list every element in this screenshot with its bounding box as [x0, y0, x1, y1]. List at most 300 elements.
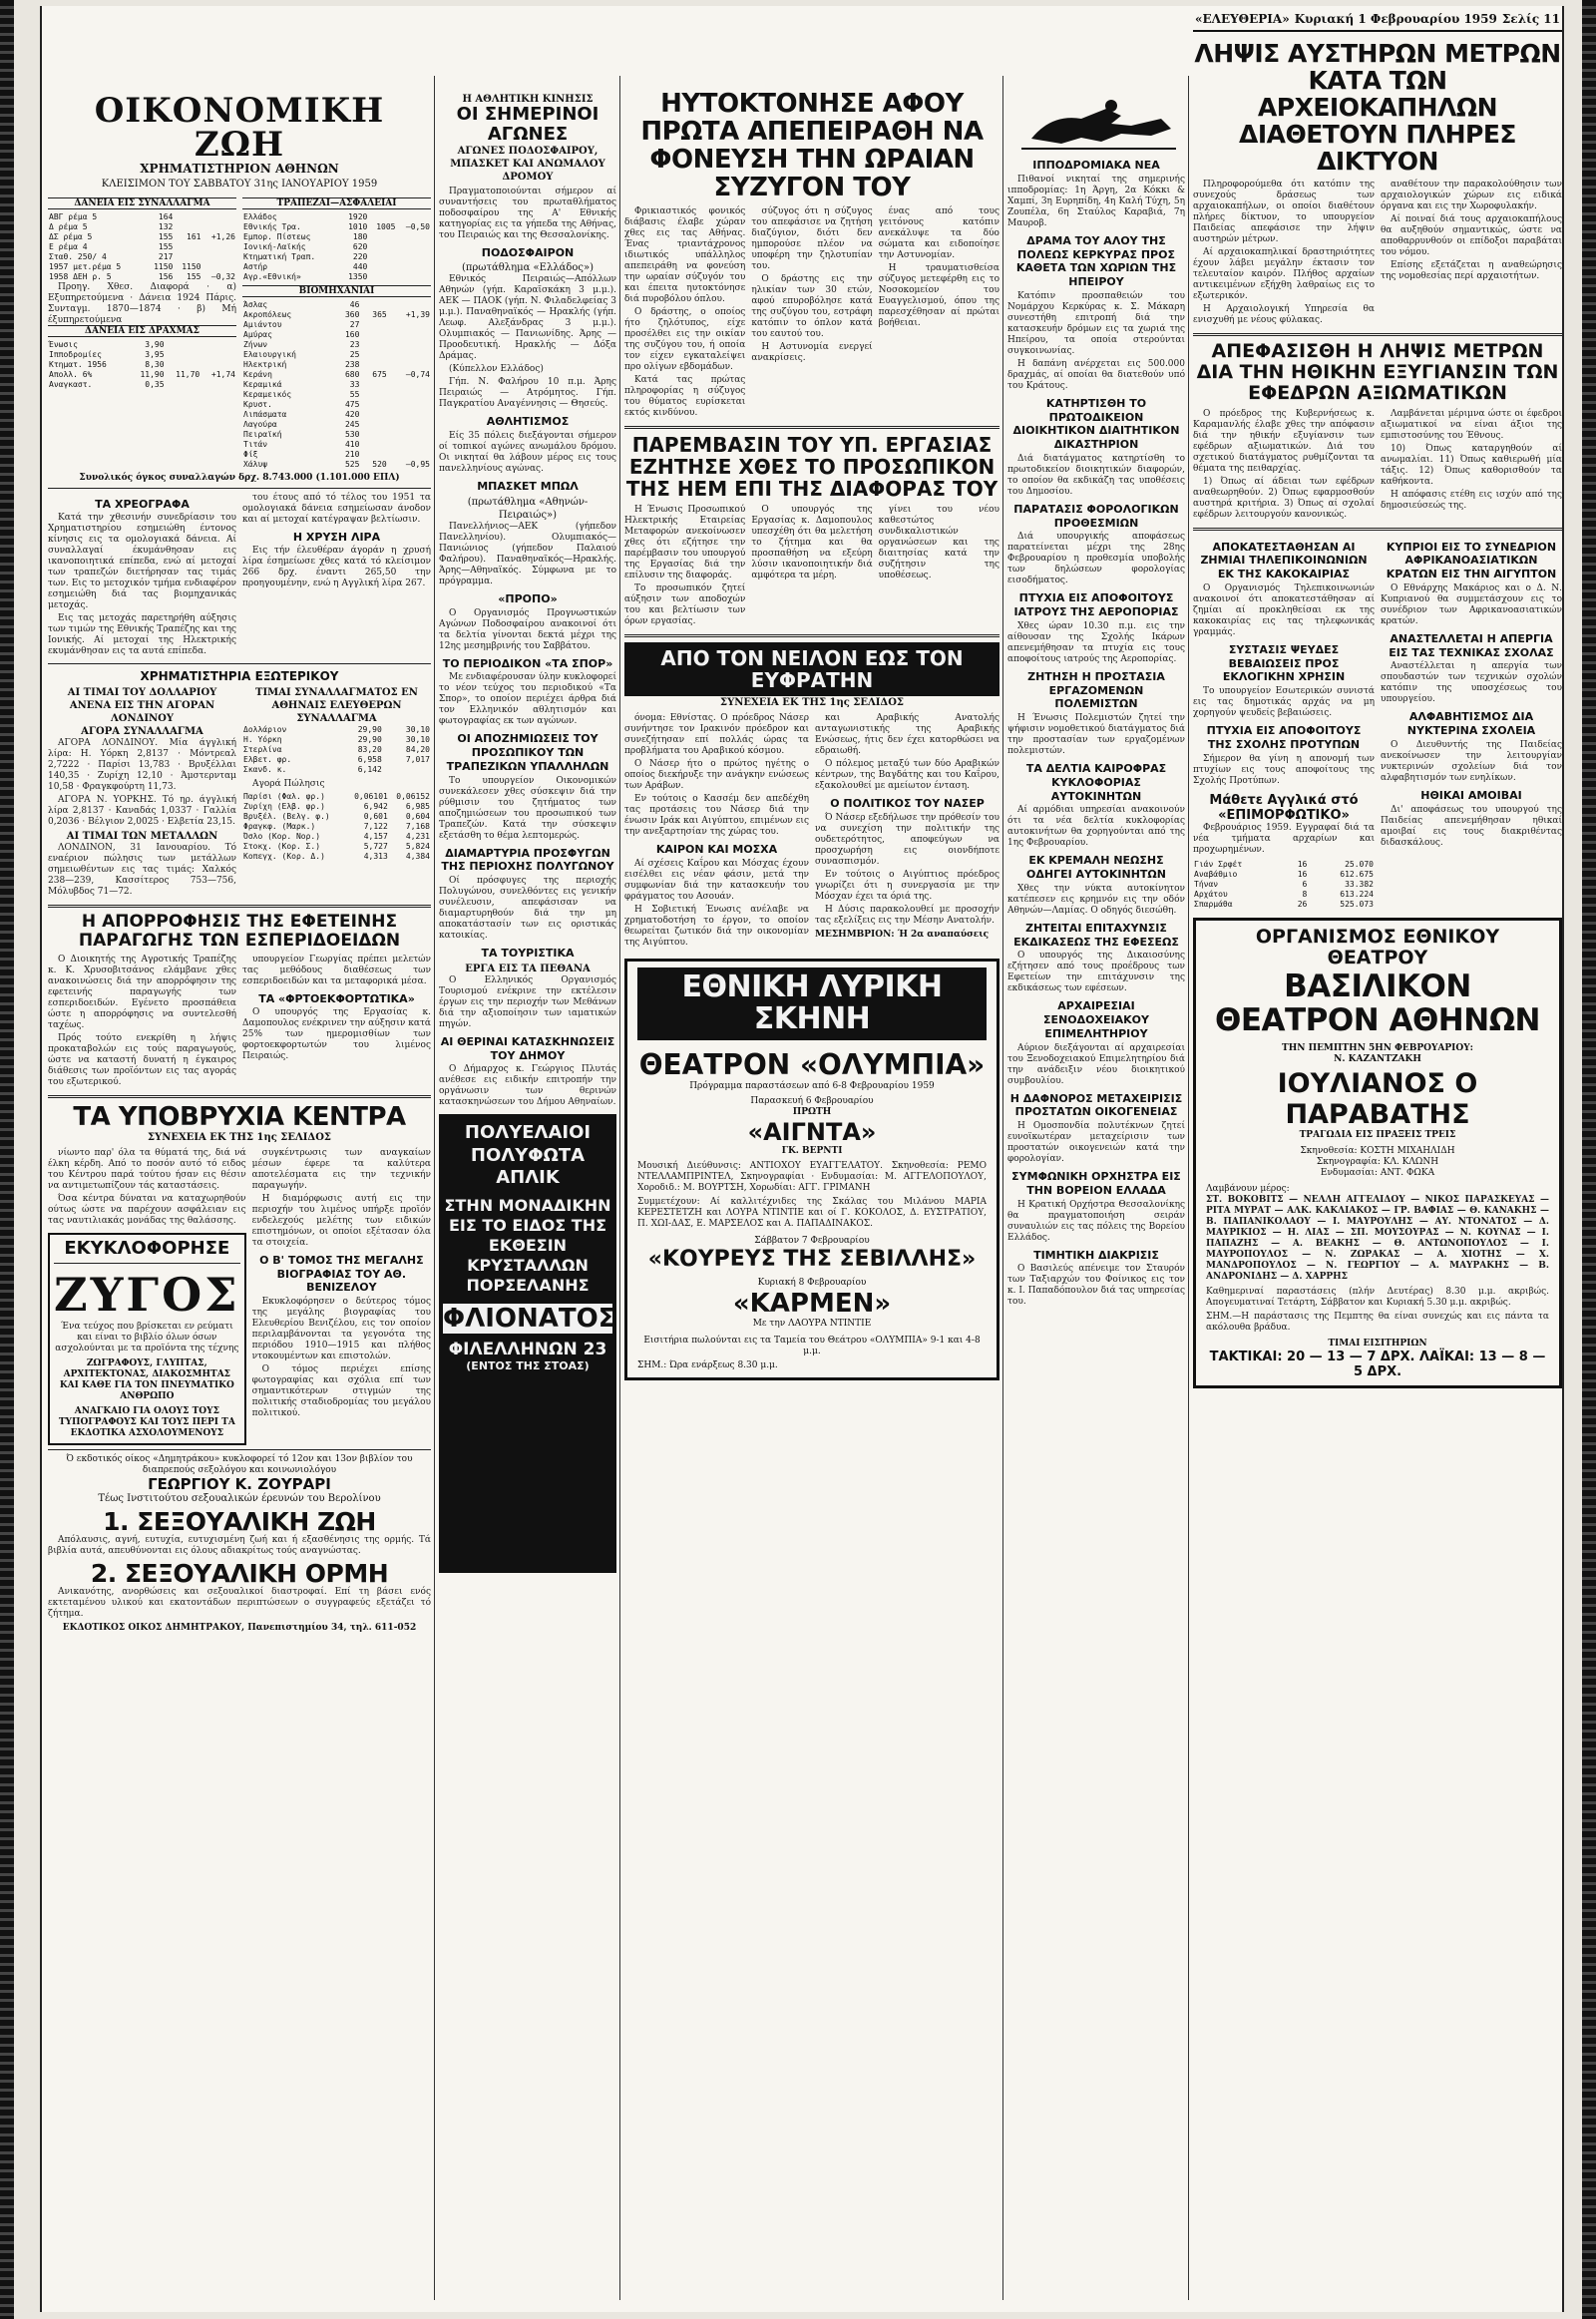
lead-title: ΗΥΤΟΚΤΟΝΗΣΕ ΑΦΟΥ ΠΡΩΤΑ ΑΠΕΠΕΙΡΑΘΗ ΝΑ ΦΟΝΕΥΣΗ ΤΗΝ ΩΡΑΙΑΝ ΣΥΖΥΓΟΝ ΤΟΥ — [640, 89, 984, 203]
table-cell: Φίξ — [243, 449, 258, 459]
table-row — [48, 360, 236, 370]
table-cell: Απολλ. 6% — [49, 369, 93, 379]
banks-header: ΤΡΑΠΕΖΑΙ—ΑΣΦΑΛΕΙΑΙ — [242, 197, 431, 209]
table-row — [242, 765, 431, 775]
table-cell: 16 — [1297, 859, 1308, 869]
table-cell: 4,231 — [405, 832, 430, 842]
opera-saturday: Σάββατον 7 Φεβρουαρίου — [754, 1235, 870, 1246]
table-cell: Πειραϊκή — [243, 429, 282, 439]
economy-title: ΟΙΚΟΝΟΜΙΚΗ ΖΩΗ — [94, 91, 385, 165]
table-cell: 1958 ΔΕΗ ρ. 5 — [49, 271, 112, 281]
table-row — [48, 222, 236, 232]
table-cell: Ηλεκτρική — [243, 359, 287, 369]
athletics-sub: ΑΓΩΝΕΣ ΠΟΔΟΣΦΑΙΡΟΥ, ΜΠΑΣΚΕΤ ΚΑΙ ΑΝΩΜΑΛΟΥ ΔΡΟΜΟΥ — [450, 145, 605, 183]
table-cell — [396, 272, 431, 282]
theatre-title: ΒΑΣΙΛΙΚΟΝ ΘΕΑΤΡΟΝ ΑΘΗΝΩΝ — [1214, 968, 1540, 1038]
table-cell: 475 — [344, 399, 360, 409]
table-cell: Παρίσι (Φαλ. φρ.) — [243, 792, 325, 802]
page-number: Σελίς 11 — [1501, 12, 1560, 26]
table-cell: Σκανδ. κ. — [243, 765, 287, 775]
table-cell — [388, 350, 431, 360]
arch-title: ΑΡΧΑΙΡΕΣΙΑΙ ΣΕΝΟΔΟΧΕΙΑΚΟΥ ΕΠΙΜΕΛΗΤΗΡΙΟΥ — [1043, 999, 1149, 1040]
opera-note: ΣΗΜ.: Ώρα ενάρξεως 8.30 μ.μ. — [637, 1359, 778, 1370]
table-cell: Τήναν — [1194, 879, 1219, 889]
table-row — [242, 380, 431, 390]
submarine-cont: ΣΥΝΕΧΕΙΑ ΕΚ ΤΗΣ 1ης ΣΕΛΙΔΟΣ — [148, 1131, 331, 1143]
table-cell: Ζυρίχη (Ελβ. φρ.) — [243, 802, 325, 812]
table-cell — [166, 350, 201, 360]
theatre-schedule: Καθημεριναί παραστάσεις (πλήν Δευτέρας) 8.30 μ.μ. ακριβώς. Απογευματιναί Τετάρτη, Σάββατον και Κυριακή 5.30 μ.μ. ακριβώς. — [1206, 1287, 1549, 1309]
scan-border-left — [0, 0, 14, 2319]
table-cell — [388, 340, 431, 350]
table-cell: Λαγούρα — [243, 419, 277, 429]
zygos-items: ΖΩΓΡΑΦΟΥΣ, ΓΛΥΠΤΑΣ, ΑΡΧΙΤΕΚΤΟΝΑΣ, ΔΙΑΚΟΣΜΗΤΑΣ ΚΑΙ ΚΑΘΕ ΓΙΑ ΤΟΝ ΠΝΕΥΜΑΤΙΚΟ ΑΝΘΡΩΠΟ — [59, 1357, 234, 1401]
table-cell: 27 — [349, 319, 360, 329]
cyprus-title: ΚΥΠΡΙΟΙ ΕΙΣ ΤΟ ΣΥΝΕΔΡΙΟΝ ΑΦΡΙΚΑΝΟΑΣΙΑΤΙΚΩΝ ΚΡΑΤΩΝ ΕΙΣ ΤΗΝ ΑΙΓΥΠΤΟΝ — [1386, 540, 1557, 581]
table-cell: 220 — [352, 251, 368, 261]
table-cell: Λιπάσματα — [243, 409, 287, 419]
tourist-title: ΤΑ ΤΟΥΡΙΣΤΙΚΑ — [481, 947, 575, 961]
table-cell — [388, 390, 431, 400]
porcelain-line: ΑΠΛΙΚ — [496, 1167, 560, 1189]
table-row — [48, 252, 236, 262]
table-cell: Αναγκαστ. — [49, 379, 93, 389]
table-row — [1193, 860, 1375, 870]
table-cell: 0,06101 — [354, 792, 388, 802]
national-theatre-ad — [1193, 918, 1562, 1389]
table-cell: Ελαιουργική — [243, 349, 296, 359]
table-cell: Ιπποδρομίες — [49, 349, 102, 359]
table-row — [242, 300, 431, 310]
table-row — [242, 725, 431, 735]
opera-tickets: Εισιτήρια πωλούνται εις τα Ταμεία του Θεάτρου «ΟΛΥΜΠΙΑ» 9-1 και 4-8 μ.μ. — [643, 1335, 981, 1356]
table-cell: —0,95 — [405, 459, 430, 469]
table-row — [242, 735, 431, 745]
table-row — [1193, 880, 1375, 890]
table-cell: 530 — [344, 429, 360, 439]
table-cell — [360, 300, 387, 310]
table-cell: 238 — [344, 359, 360, 369]
metals-label: ΑΙ ΤΙΜΑΙ ΤΩΝ ΜΕΤΑΛΛΩΝ — [66, 831, 218, 843]
fx-table-2 — [242, 792, 431, 862]
table-row — [242, 390, 431, 400]
table-cell — [388, 320, 431, 330]
theatre-show: ΙΟΥΛΙΑΝΟΣ Ο ΠΑΡΑΒΑΤΗΣ — [1277, 1068, 1478, 1131]
table-cell: 5,824 — [405, 842, 430, 852]
table-cell: Χάλυψ — [243, 459, 268, 469]
book-2: 2. ΣΕΞΟΥΑΛΙΚΗ ΟΡΜΗ — [90, 1559, 389, 1589]
theatre-actors-label: Λαμβάνουν μέρος: — [1206, 1184, 1290, 1195]
table-row — [48, 242, 236, 252]
table-cell: 612.675 — [1340, 869, 1374, 879]
table-row — [48, 380, 236, 390]
table-cell: 525.073 — [1340, 899, 1374, 909]
propo-title: «ΠΡΟΠΟ» — [498, 591, 558, 605]
table-cell: 675 — [372, 369, 387, 379]
table-cell: Σπαρμάθα — [1194, 899, 1233, 909]
table-row — [242, 420, 431, 430]
table-cell: Κτηματ. 1956 — [49, 359, 107, 369]
table-cell — [360, 350, 387, 360]
porcelain-body-line: ΕΚΘΕΣΙΝ — [488, 1235, 568, 1255]
table-cell: Δ ρέμα 5 — [49, 221, 88, 231]
table-cell: Δολλάριον — [243, 725, 287, 735]
table-row — [242, 360, 431, 370]
table-cell — [200, 360, 236, 370]
athletics-title: ΟΙ ΣΗΜΕΡΙΝΟΙ ΑΓΩΝΕΣ — [456, 104, 599, 145]
table-cell: 7,122 — [363, 822, 388, 832]
opera-premiere: ΠΡΩΤΗ — [792, 1106, 832, 1117]
porcelain-address-2: (ΕΝΤΟΣ ΤΗΣ ΣΤΟΑΣ) — [466, 1358, 590, 1372]
table-cell: 7,168 — [405, 822, 430, 832]
drachma-header: ΔΑΝΕΙΑ ΕΙΣ ΔΡΑΧΜΑΣ — [48, 325, 236, 337]
table-cell: Ακροπόλεως — [243, 309, 292, 319]
orchestra-title: ΣΥΜΦΩΝΙΚΗ ΟΡΧΗΣΤΡΑ ΕΙΣ ΤΗΝ ΒΟΡΕΙΟΝ ΕΛΛΑΔΑ — [1011, 1170, 1181, 1197]
horse-racing-icon — [1011, 94, 1181, 154]
table-cell — [360, 410, 387, 420]
table-row — [242, 410, 431, 420]
basket-title: ΜΠΑΣΚΕΤ ΜΠΩΛ — [477, 480, 579, 494]
tax-title: ΠΑΡΑΤΑΣΙΣ ΦΟΡΟΛΟΓΙΚΩΝ ΠΡΟΘΕΣΜΙΩΝ — [1013, 502, 1179, 530]
table-cell — [200, 340, 236, 350]
table-cell — [368, 272, 396, 282]
porcelain-body-line: ΣΤΗΝ ΜΟΝΑΔΙΚΗΝ — [444, 1195, 611, 1215]
scan-border-right — [1582, 0, 1596, 2319]
table-cell: 161 — [187, 231, 201, 241]
table-cell: Ένωσις — [49, 339, 78, 349]
table-cell — [174, 222, 201, 232]
table-row — [48, 350, 236, 360]
loans-table — [48, 212, 236, 282]
foreign-sub-2: ΤΙΜΑΙ ΣΥΝΑΛΛΑΓΜΑΤΟΣ ΕΝ ΑΘΗΝΑΙΣ ΕΛΕΥΘΕΡΩΝ ΣΥΝΑΛΛΑΓΜΑ — [255, 687, 418, 725]
book-1: 1. ΣΕΞΟΥΑΛΙΚΗ ΖΩΗ — [103, 1507, 376, 1537]
table-cell: Ελβετ. φρ. — [243, 755, 292, 765]
table-cell — [360, 330, 387, 340]
gold-text: Εις τήν έλευθέραν άγοράν η χρυσή λίρα έσημείωσε χθες κατά τό κλείσιμον 266 δρχ. έναντι 265,50 την προηγουμένην, ενώ η Αγγλική λίρα 267. — [242, 546, 431, 589]
quotes-title: ΤΑ ΧΡΕΟΓΡΑΦΑ — [95, 497, 190, 511]
table-cell: 440 — [352, 261, 368, 271]
table-cell — [360, 340, 387, 350]
honor-title: ΤΙΜΗΤΙΚΗ ΔΙΑΚΡΙΣΙΣ — [1033, 1248, 1159, 1262]
racing-title: ΙΠΠΟΔΡΟΜΙΑΚΑ ΝΕΑ — [1032, 159, 1160, 172]
table-row — [242, 370, 431, 380]
page-date: Κυριακή 1 Φεβρουαρίου 1959 — [1294, 12, 1497, 26]
table-row — [48, 272, 236, 282]
table-cell — [388, 440, 431, 450]
phone-title: ΑΠΟΚΑΤΕΣΤΑΘΗΣΑΝ ΑΙ ΖΗΜΙΑΙ ΤΗΛΕΠΙΚΟΙΝΩΝΙΩΝ ΕΚ ΤΗΣ ΚΑΚΟΚΑΙΡΙΑΣ — [1200, 540, 1368, 581]
table-cell — [200, 380, 236, 390]
table-cell: 410 — [344, 439, 360, 449]
table-cell: 4,157 — [363, 832, 388, 842]
table-cell — [360, 390, 387, 400]
fx-table — [242, 725, 431, 775]
table-cell — [388, 300, 431, 310]
table-row — [242, 262, 431, 272]
opera-sunday: Κυριακή 8 Φεβρουαρίου — [757, 1277, 867, 1288]
table-cell — [368, 232, 396, 242]
table-row — [242, 242, 431, 252]
book-author-sub: Τέως Ινστιτούτου σεξουαλικών έρευνών του Βερολίνου — [98, 1493, 381, 1505]
table-cell: Αναβάθμιο — [1194, 869, 1238, 879]
theatre-sim: ΣΗΜ.—Η παράστασις της Πεμπτης θα είναι συνεχώς και εις πάντα τα ακόλουθα βράδυα. — [1206, 1312, 1549, 1334]
table-cell — [396, 232, 431, 242]
opera-ad — [624, 959, 999, 1380]
table-cell: 33 — [349, 379, 360, 389]
fees-title: ΖΗΤΕΙΤΑΙ ΕΠΙΤΑΧΥΝΣΙΣ ΕΚΔΙΚΑΣΕΩΣ ΤΗΣ ΕΦΕΣΕΩΣ — [1013, 921, 1179, 949]
table-cell — [388, 360, 431, 370]
table-cell: 0,06152 — [396, 792, 430, 802]
economy-column: ΟΙΚΟΝΟΜΙΚΗ ΖΩΗ ΧΡΗΜΑΤΙΣΤΗΡΙΟΝ ΑΘΗΝΩΝ ΚΛΕΙΣΙΜΟΝ ΤΟΥ ΣΑΒΒΑΤΟΥ 31ης ΙΑΝΟΥΑΡΙΟΥ 1959 ΔΑΝΕΙΑ ΕΙΣ ΣΥΝΑΛΛΑΓΜΑ ΑΒΓ ρέμα 5 164 Δ ρέμα 5 132 ΔΣ ρέμα 5 155 161 +1,26 Ε ρέμα 4 155 Σταθ. 250/ 4 217 1957 μετ.ρέμα 5 1150 1150 1958 ΔΕΗ ρ. 5 156 155 —0,32 Προηγ. Χθεσ. Διαφορά · α) Εξυπηρετούμενα · Δάνεια 1924 Πάρις. Συνταγμ. 1870—1874 · β) Μή έξυπηρετούμενα ΔΑΝΕΙΑ ΕΙΣ ΔΡΑΧΜΑΣ Ένωσις 3,90 Ιπποδρομίες 3,95 Κτηματ. 1956 8,30 Απολλ. 6% 11,90 11,70 +1,74 Αναγκαστ. 0,35 ΤΡΑΠΕΖΑΙ—ΑΣΦΑΛΕΙΑΙ Ελλάδος 1920 Εθνικής Τρα. 1010 1005 —0,50 Εμπορ. Πίστεως 180 Ιονική-Λαϊκής 620 Κτηματική Τραπ. 220 Αστήρ 440 Αγρ.«Εθνική» 1350 ΒΙΟΜΗΧΑΝΙΑΙ Άσλας 46 Ακροπόλεως 360 365 +1,39 Αμιάντου 27 Αμύρας 160 Ζήνων 23 Ελαιουργική 25 Ηλεκτρική 238 Κεράνη 680 675 —0,74 Κεραμικά 33 Κεραμεικός 55 Κρυστ. 475 Λιπάσματα 420 Λαγούρα 245 Πειραϊκή 530 Τιτάν 410 Φίξ 210 Χάλυψ 525 520 —0,95 Συνολικός όγκος συναλλαγών δρχ. 8.743.000 (1.101.000 ΕΠΛ) ΤΑ ΧΡΕΟΓΡΑΦΑ Κατά την χθεσινήν συνεδρίασιν του Χρηματιστηρίου εσημειώθη έντονος κίνησις εις τα ομολογιακά δάνεια. Αί συναλλαγαί έκυμάνθησαν εις ικανοποιητικά επίπεδα, ενώ αί μετοχαί των τραπεζών διετήρησαν τας τιμάς των. Εις το μετοχικόν τμήμα ενδιαφέρον εσημειώθη διά τας βιομηχανικάς μετοχάς. Εις τας μετοχάς παρετηρήθη αύξησις των τιμών της Εθνικής Τραπέζης και της Ιονικής. Αί μετοχαί της Ηλεκτρικής εκυμάνθησαν εις τα αυτά επίπεδα. του έτους από τό τέλος του 1951 τα ομολογιακά δάνεια εσημείωσαν άνοδον και αί μετοχαί κατέγραψαν βελτίωσιν. Η ΧΡΥΣΗ ΛΙΡΑ Εις τήν έλευθέραν άγοράν η χρυσή λίρα έσημείωσε χθες κατά τό κλείσιμον 266 δρχ. έναντι 265,50 την προηγουμένην, ενώ η Αγγλική λίρα 267. ΧΡΗΜΑΤΙΣΤΗΡΙΑ ΕΞΩΤΕΡΙΚΟΥ ΑΙ ΤΙΜΑΙ ΤΟΥ ΔΟΛΛΑΡΙΟΥ ΑΝΕΝΑ ΕΙΣ ΤΗΝ ΑΓΟΡΑΝ ΛΟΝΔΙΝΟΥ ΑΓΟΡΑ ΣΥΝΑΛΛΑΓΜΑ ΑΓΟΡΑ ΛΟΝΔΙΝΟΥ. Μία άγγλική λίρα: Η. Υόρκη 2,8137 · Μόντρεαλ 2,7222 · Παρίσι 13,783 · Βρυξέλλαι 140,35 · Ζυρίχη 12,10 · Άμστερνταμ 10,58 · Φραγκφούρτη 11,73. ΑΓΟΡΑ Ν. ΥΟΡΚΗΣ. Τό ηρ. άγγλική λίρα 2,8137 · Καναδάς 1,0337 · Γαλλία 0,2036 · Βέλγιον 2,0025 · Ελβετία 23,15. ΑΙ ΤΙΜΑΙ ΤΩΝ ΜΕΤΑΛΛΩΝ ΛΟΝΔΙΝΟΝ, 31 Ιανουαρίου. Τό εναέριον πώλησις των μετάλλων σημειωθέντων εις τας τιμάς: Χαλκός 238—239, Κασσίτερος 753—756, Μόλυβδος 71—72. ΤΙΜΑΙ ΣΥΝΑΛΛΑΓΜΑΤΟΣ ΕΝ ΑΘΗΝΑΙΣ ΕΛΕΥΘΕΡΩΝ ΣΥΝΑΛΛΑΓΜΑ Δολλάριον 29,90 30,10 Η. Υόρκη 29,90 30,10 Στερλίνα 83,20 84,20 Ελβετ. φρ. 6,958 7,017 Σκανδ. κ. 6,142 Αγορά Πώλησις Παρίσι (Φαλ. φρ.) 0,06101 0,06152 Ζυρίχη (Ελβ. φρ.) 6,942 6,985 Βρυξέλ. (Βελγ. φ.) 0,601 0,604 Φραγκφ. (Μαρκ.) 7,122 7,168 Όσλο (Κορ. Νορ.) 4,157 4,231 Στοκχ. (Κορ. Σ.) 5,727 5,824 Κοπεγχ. (Κορ. Δ.) 4,313 4,384 Η ΑΠΟΡΡΟΦΗΣΙΣ ΤΗΣ ΕΦΕΤΕΙΝΗΣ ΠΑΡΑΓΩΓΗΣ ΤΩΝ ΕΣΠΕΡΙΔΟΕΙΔΩΝ Ο Διοικητής της Αγροτικής Τραπέζης κ. Κ. Χρυσοβιτσάνος ελάμβανε χθες ανακοινώσεις διά την απορρόφησιν της εφετεινής παραγωγής των εσπεριδοειδών. Εγένετο προσπάθεια ώστε η απορρόφησις να συντελεσθή ταχέως. Πρός τούτο ενεκρίθη η λήψις προκαταβολών εις τούς παραγωγούς, ώστε να καταστή δυνατή η έγκαιρος διάθεσις των προϊόντων εις τας αγοράς του εξωτερικού. υπουργείον Γεωργίας πρέπει μελετών τας μεθόδους διαθέσεως των εσπεριδοειδών και τα μεταφορικά μέσα. ΤΑ «ΦΡΤΟΕΚΦΟΡΤΩΤΙΚΑ» Ο υπουργός της Εργασίας κ. Δαμοπουλος ενέκρινεν την αύξησιν κατά 25% των ημερομισθίων των φορτοεκφορτωτών του λιμένος Πειραιώς. ΤΑ ΥΠΟΒΡΥΧΙΑ ΚΕΝΤΡΑ ΣΥΝΕΧΕΙΑ ΕΚ ΤΗΣ 1ης ΣΕΛΙΔΟΣ νίωντο παρ' όλα τα θύματά της, διά νά έλκη κέρδη. Από το ποσόν αυτό τό ειδος του Κέντρου παρά τούτου ήσαν εις θέσιν να αντιμετωπίζουν τάς καταστάσεις. Όσα κέντρα δύναται να καταχωρηθούν ούτως ώστε να παρέχουν ασφάλειαν εις τας ναυτιλιακάς μονάδας της θαλάσσης. ΕΚΥΚΛΟΦΟΡΗΣΕ ΖΥΓΟΣ Ένα τεύχος που βρίσκεται εν ρεύματι και είναι το βιβλίο όλων όσων ασχολούνται με τα προϊόντα της τέχνης ΖΩΓΡΑΦΟΥΣ, ΓΛΥΠΤΑΣ, ΑΡΧΙΤΕΚΤΟΝΑΣ, ΔΙΑΚΟΣΜΗΤΑΣ ΚΑΙ ΚΑΘΕ ΓΙΑ ΤΟΝ ΠΝΕΥΜΑΤΙΚΟ ΑΝΘΡΩΠΟ ΑΝΑΓΚΑΙΟ ΓΙΑ ΟΛΟΥΣ ΤΟΥΣ ΤΥΠΟΓΡΑΦΟΥΣ ΚΑΙ ΤΟΥΣ ΠΕΡΙ ΤΑ ΕΚΔΟΤΙΚΑ ΑΣΧΟΛΟΥΜΕΝΟΥΣ συγκέντρωσις των αναγκαίων μέσων έφερε τα καλύτερα αποτελέσματα εις την τεχνικήν παραγωγήν. Η διαμόρφωσις αυτή εις την περιοχήν του λιμένος υπήρξε προϊόν ενδελεχούς μελέτης των ειδικών επιστημόνων, οι οποίοι εξέτασαν όλα τα στοιχεία. Ο Β' ΤΟΜΟΣ ΤΗΣ ΜΕΓΑΛΗΣ ΒΙΟΓΡΑΦΙΑΣ ΤΟΥ ΑΘ. ΒΕΝΙΖΕΛΟΥ Εκυκλοφόρησεν ο δεύτερος τόμος της μεγάλης βιογραφίας του Ελευθερίου Βενιζέλου, εις τον οποίον περιλαμβάνονται τα γεγονότα της περιόδου 1910—1915 και πλήθος ντοκουμέντων και επιστολών. Ο τόμος περιέχει επίσης φωτογραφίας και σχόλια επί των σημαντικότερων στιγμών της πολιτικής σταδιοδρομίας του μεγάλου πολιτικού. Ό εκδοτικός οίκος «Δημητράκου» κυκλοφορεί τό 12ον και 13ον βιβλίον του διαπρεπούς σεξολόγου και κοινωνιολόγου ΓΕΩΡΓΙΟΥ Κ. ΖΟΥΡΑΡΙ Τέως Ινστιτούτου σεξουαλικών έρευνών του Βερολίνου 1. ΣΕΞΟΥΑΛΙΚΗ ΖΩΗ Απόλαυσις, αγνή, ευτυχία, ευτυχισμένη ζωή και ή εξασθένησις της ορμής. Τά βιβλία αυτά, απευθύνονται εις όλους αδιακρίτως τούς αναγνώστας. 2. ΣΕΞΟΥΑΛΙΚΗ ΟΡΜΗ Ανικανότης, ανορθώσεις και σεξουαλικοί διαστροφαί. Επί τη βάσει ενός εκτεταμένου υλικού και εκατοντάδων περιπτώσεων ο συγγραφεύς εξετάζει τό ζήτημα. ΕΚΔΟΤΙΚΟΣ ΟΙΚΟΣ ΔΗΜΗΤΡΑΚΟΥ, Πανεπιστημίου 34, τηλ. 611-052 — [48, 91, 431, 1634]
paper-name: «ΕΛΕΥΘΕΡΙΑ» — [1195, 12, 1290, 26]
table-cell — [201, 242, 236, 252]
football-title: ΠΟΔΟΣΦΑΙΡΟΝ — [481, 245, 575, 259]
table-cell: 23 — [349, 339, 360, 349]
table-cell: 613.224 — [1340, 889, 1374, 899]
table-cell: 83,20 — [357, 745, 382, 755]
banks-table — [242, 212, 431, 282]
porcelain-line: ΠΟΛΥΦΩΤΑ — [470, 1144, 586, 1166]
table-cell — [388, 450, 431, 460]
theatre-author: Ν. ΚΑΖΑΝΤΖΑΚΗ — [1334, 1054, 1421, 1065]
cairo-title: ΚΑΙΡΟΝ ΚΑΙ ΜΟΣΧΑ — [655, 843, 778, 857]
officers-title: ΑΠΕΦΑΣΙΣΘΗ Η ΛΗΨΙΣ ΜΕΤΡΩΝ ΔΙΑ ΤΗΝ ΗΘΙΚΗΝ ΕΞΥΓΙΑΝΣΙΝ ΤΩΝ ΕΦΕΔΡΩΝ ΑΞΙΩΜΑΤΙΚΩΝ — [1196, 340, 1559, 404]
table-cell — [360, 360, 387, 370]
antiquities-title-2: ΔΙΑΘΕΤΟΥΝ ΠΛΗΡΕΣ ΔΙΚΤΥΟΝ — [1238, 120, 1517, 176]
table-cell: Ε ρέμα 4 — [49, 241, 88, 251]
table-row — [242, 232, 431, 242]
table-cell — [388, 380, 431, 390]
tourist-sub: ΕΡΓΑ ΕΙΣ ΤΑ ΠΕΘΑΝΑ — [465, 963, 591, 974]
english-ad: Μάθετε Αγγλικά στό «ΕΠΙΜΟΡΦΩΤΙΚΟ» — [1209, 792, 1359, 823]
table-cell: 30,10 — [405, 735, 430, 745]
table-cell — [388, 410, 431, 420]
news-column: ΙΠΠΟΔΡΟΜΙΑΚΑ ΝΕΑ Πιθανοί νικηταί της σημερινής ιπποδρομίας: 1η Άργη, 2α Κόκκι & Χαμπί, 3η Ευρηπίδη, 4η Καλή Τύχη, 5η Ζουπέλα, 6η Σταύλος Καραβιά, 7η Μαυροβ. ΔΡΑΜΑ ΤΟΥ ΑΛΟΥ ΤΗΣ ΠΟΛΕΩΣ ΚΕΡΚΥΡΑΣ ΠΡΟΣ ΚΑΘΕΤΑ ΤΩΝ ΧΩΡΙΩΝ ΤΗΣ ΗΠΕΙΡΟΥ Κατόπιν προσπαθειών του Νομάρχου Κερκύρας κ. Σ. Μάκαρη συνεστήθη επιτροπή διά την κατασκευήν δρόμων εις τα χωριά της Ηπείρου, τα οποία στερούνται συγκοινωνίας. Η δαπάνη ανέρχεται εις 500.000 δραχμάς, αί οποίαι θα διατεθούν υπό του Κράτους. ΚΑΤΗΡΤΙΣΘΗ ΤΟ ΠΡΩΤΟΔΙΚΕΙΟΝ ΔΙΟΙΚΗΤΙΚΟΝ ΔΙΑΙΤΗΤΙΚΟΝ ΔΙΚΑΣΤΗΡΙΟΝ Διά διατάγματος κατηρτίσθη το πρωτοδικείον διοικητικών διαφορών, το οποίον θα εκδικάζη τας υποθέσεις του Δημοσίου. ΠΑΡΑΤΑΣΙΣ ΦΟΡΟΛΟΓΙΚΩΝ ΠΡΟΘΕΣΜΙΩΝ Διά υπουργικής αποφάσεως παρατείνεται μέχρι της 28ης Φεβρουαρίου η προθεσμία υποβολής των δηλώσεων φορολογίας εισοδήματος. ΠΤΥΧΙΑ ΕΙΣ ΑΠΟΦΟΙΤΟΥΣ ΙΑΤΡΟΥΣ ΤΗΣ ΑΕΡΟΠΟΡΙΑΣ Χθες ώραν 10.30 π.μ. εις την αίθουσαν της Σχολής Ικάρων απενεμήθησαν τα πτυχία εις τους αποφοίτους ιατρούς της Αεροπορίας. ΖΗΤΗΣΗ Η ΠΡΟΣΤΑΣΙΑ ΕΡΓΑΖΟΜΕΝΩΝ ΠΟΛΕΜΙΣΤΩΝ Η Ένωσις Πολεμιστών ζητεί την ψήφισιν νομοθετικού διατάγματος διά την προστασίαν των εργαζομένων πολεμιστών. ΤΑ ΔΕΛΤΙΑ ΚΑΙΡΟΦΡΑΣ ΚΥΚΛΟΦΟΡΙΑΣ ΑΥΤΟΚΙΝΗΤΩΝ Αί αρμόδιαι υπηρεσίαι ανακοινούν ότι τα νέα δελτία κυκλοφορίας αυτοκινήτων θα χορηγούνται από της 1ης Φεβρουαρίου. ΕΚ ΚΡΕΜΑΛΗ ΝΕΩΣΗΣ ΟΔΗΓΕΙ ΑΥΤΟΚΙΝΗΤΩΝ Χθες την νύκτα αυτοκίνητον κατέπεσεν εις κρημνόν εις την οδόν Αθηνών—Λαμίας. Ο οδηγός διεσώθη. ΖΗΤΕΙΤΑΙ ΕΠΙΤΑΧΥΝΣΙΣ ΕΚΔΙΚΑΣΕΩΣ ΤΗΣ ΕΦΕΣΕΩΣ Ο υπουργός της Δικαιοσύνης εζήτησεν από τους προέδρους των Εφετείων την επιτάχυνσιν της εκδικάσεως των εφέσεων. ΑΡΧΑΙΡΕΣΙΑΙ ΣΕΝΟΔΟΧΕΙΑΚΟΥ ΕΠΙΜΕΛΗΤΗΡΙΟΥ Αύριον διεξάγονται αί αρχαιρεσίαι του Ξενοδοχειακού Επιμελητηρίου διά την ανάδειξιν νέου διοικητικού συμβουλίου. Η ΔΑΦΝΟΡΟΣ ΜΕΤΑΧΕΙΡΙΣΙΣ ΠΡΟΣΤΑΤΩΝ ΟΙΚΟΓΕΝΕΙΑΣ Η Ομοσπονδία πολυτέκνων ζητεί ευνοϊκωτέραν μεταχείρισιν των προστατών οικογενειών κατά την φορολογίαν. ΣΥΜΦΩΝΙΚΗ ΟΡΧΗΣΤΡΑ ΕΙΣ ΤΗΝ ΒΟΡΕΙΟΝ ΕΛΛΑΔΑ Η Κρατική Ορχήστρα Θεσσαλονίκης θα πραγματοποιήση σειράν συναυλιών εις τας πόλεις της Βορείου Ελλάδος. ΤΙΜΗΤΙΚΗ ΔΙΑΚΡΙΣΙΣ Ο Βασιλεύς απένειμε τον Σταυρόν των Ταξιαρχών του Φοίνικος εις τον κ. Ι. Παπαδόπουλον διά τας υπηρεσίας του. — [1007, 6, 1185, 2312]
table-cell: 7,017 — [405, 755, 430, 765]
table-cell: 420 — [344, 409, 360, 419]
polygon-title: ΔΙΑΜΑΡΤΥΡΙΑ ΠΡΟΣΦΥΓΩΝ ΤΗΣ ΠΕΡΙΟΧΗΣ ΠΟΛΥΓΩΝΟΥ — [441, 846, 614, 874]
football-sub: (πρωτάθλημα «Ελλάδος») — [461, 262, 595, 274]
table-cell: Ελλάδος — [243, 211, 277, 221]
table-cell: 0,604 — [405, 812, 430, 822]
book-author: ΓΕΩΡΓΙΟΥ Κ. ΖΟΥΡΑΡΙ — [148, 1474, 331, 1493]
opera-show-1: «ΑΙΓΝΤΑ» — [747, 1117, 877, 1146]
table-cell — [174, 252, 201, 262]
table-cell: Εθνικής Τρα. — [243, 221, 301, 231]
table-cell: Φραγκφ. (Μαρκ.) — [243, 822, 316, 832]
summer-camps-title: ΑΙ ΘΕΡΙΝΑΙ ΚΑΤΑΣΚΗΝΩΣΕΙΣ ΤΟΥ ΔΗΜΟΥ — [440, 1034, 615, 1062]
quotes-text: Κατά την χθεσινήν συνεδρίασιν του Χρηματιστηρίου εσημειώθη έντονος κίνησις εις τα ομολογιακά δάνεια. Αί συναλλαγαί έκυμάνθησαν εις ικανοποιητικά επίπεδα, ενώ αί μετοχαί των τραπεζών διετήρησαν τας τιμάς των. Εις το μετοχικόν τμήμα ενδιαφέρον εσημειώθη διά τας βιομηχανικάς μετοχάς. Εις τας μετοχάς παρετηρήθη αύξησις των τιμών της Εθνικής Τραπέζης και της Ιονικής. Αί μετοχαί της Ηλεκτρικής εκυμάνθησαν εις τα αυτά επίπεδα. — [48, 513, 236, 657]
sugar-title: ΣΥΣΤΑΣΙΣ ΨΕΥΔΕΣ ΒΕΒΑΙΩΣΕΙΣ ΠΡΟΣ ΕΚΛΟΓΙΚΗΝ ΧΡΗΣΙΝ — [1222, 642, 1346, 684]
table-cell: 155 — [158, 241, 174, 251]
table-row — [242, 330, 431, 340]
theatre-director: Σκηνοθεσία: ΚΟΣΤΗ ΜΙΧΑΗΛΙΔΗ — [1300, 1146, 1455, 1157]
zygos-sub: Ένα τεύχος που βρίσκεται εν ρεύματι και είναι το βιβλίο όλων όσων ασχολούνται με τα προϊόντα της τέχνης — [55, 1321, 239, 1353]
table-cell: 245 — [344, 419, 360, 429]
table-row — [242, 852, 431, 862]
opera-programme: Πρόγραμμα παραστάσεων από 6-8 Φεβρουαρίου 1959 — [689, 1080, 935, 1091]
table-cell: Ζήνων — [243, 339, 268, 349]
zourari-intro: Ό εκδοτικός οίκος «Δημητράκου» κυκλοφορεί τό 12ον και 13ον βιβλίον του διαπρεπούς σεξολόγου και κοινωνιολόγου — [66, 1453, 413, 1475]
family-title: Η ΔΑΦΝΟΡΟΣ ΜΕΤΑΧΕΙΡΙΣΙΣ ΠΡΟΣΤΑΤΩΝ ΟΙΚΟΓΕΝΕΙΑΣ — [1009, 1091, 1183, 1119]
venizelos-bio-title: Ο Β' ΤΟΜΟΣ ΤΗΣ ΜΕΓΑΛΗΣ ΒΙΟΓΡΑΦΙΑΣ ΤΟΥ ΑΘ. ΒΕΝΙΖΕΛΟΥ — [259, 1253, 424, 1295]
table-cell: 8,30 — [145, 359, 165, 369]
table-cell — [360, 380, 387, 390]
table-cell — [201, 222, 236, 232]
table-cell: 156 — [158, 271, 174, 281]
antiquities-title: ΛΗΨΙΣ ΑΥΣΤΗΡΩΝ ΜΕΤΡΩΝ ΚΑΤΑ ΤΩΝ ΑΡΧΕΙΟΚΑΠΗΛΩΝ — [1194, 39, 1561, 122]
opera-cast: Συμμετέχουν: Αί καλλιτέχνιδες της Σκάλας του Μιλάνου ΜΑΡΙΑ ΚΕΡΕΣΤΕΤΖΗ και ΛΟΥΡΑ ΝΤΙΝΤΙΕ και οί Γ. ΚΟΚΟΛΟΣ, Δ. ΕΥΣΤΡΑΤΙΟΥ, Π. ΧΩΙ-ΔΑΣ, Ε. ΜΑΡΣΕΛΟΣ και Α. ΠΑΠΑΔΙΝΑΚΟΣ. — [637, 1196, 987, 1229]
table-row — [242, 755, 431, 765]
table-cell: 6 — [1302, 879, 1308, 889]
table-cell: ΑΒΓ ρέμα 5 — [49, 211, 98, 221]
table-cell: 25.070 — [1345, 859, 1374, 869]
table-cell — [166, 360, 201, 370]
table-cell: 360 — [344, 309, 360, 319]
table-cell: 520 — [372, 459, 387, 469]
table-cell: Κοπεγχ. (Κορ. Δ.) — [243, 852, 325, 862]
table-row — [242, 802, 431, 812]
table-cell: Κτηματική Τραπ. — [243, 251, 316, 261]
opera-show-2: «ΚΟΥΡΕΥΣ ΤΗΣ ΣΕΒΙΛΛΗΣ» — [647, 1246, 977, 1272]
table-row — [242, 252, 431, 262]
doctors-title: ΠΤΥΧΙΑ ΕΙΣ ΑΠΟΦΟΙΤΟΥΣ ΙΑΤΡΟΥΣ ΤΗΣ ΑΕΡΟΠΟΡΙΑΣ — [1013, 591, 1179, 618]
porcelain-body-line: ΕΙΣ ΤΟ ΕΙΔΟΣ ΤΗΣ — [448, 1215, 607, 1235]
foreign-exchanges-title: ΧΡΗΜΑΤΙΣΤΗΡΙΑ ΕΞΩΤΕΡΙΚΟΥ — [140, 669, 339, 684]
theatre-date: ΤΗΝ ΠΕΜΠΤΗΝ 5ΗΝ ΦΕΒΡΟΥΑΡΙΟΥ: — [1282, 1043, 1473, 1054]
table-cell: Κεραμικά — [243, 379, 282, 389]
table-cell: 160 — [344, 329, 360, 339]
table-cell: 1005 — [376, 221, 396, 231]
table-cell: 11,70 — [176, 369, 200, 379]
table-cell — [383, 765, 431, 775]
table-cell: —0,32 — [210, 271, 235, 281]
basket-sub: (πρωτάθλημα «Αθηνών-Πειραιώς») — [467, 496, 589, 521]
court-title: ΚΑΤΗΡΤΙΣΘΗ ΤΟ ΠΡΩΤΟΔΙΚΕΙΟΝ ΔΙΟΙΚΗΤΙΚΟΝ ΔΙΑΙΤΗΤΙΚΟΝ ΔΙΚΑΣΤΗΡΙΟΝ — [1012, 396, 1180, 451]
table-cell: 525 — [344, 459, 360, 469]
table-row — [242, 350, 431, 360]
table-cell: 365 — [372, 309, 387, 319]
table-row — [242, 832, 431, 842]
athletics-kicker: Η ΑΘΛΗΤΙΚΗ ΚΙΝΗΣΙΣ — [462, 94, 594, 105]
table-cell: 620 — [352, 241, 368, 251]
table-cell: Αμύρας — [243, 329, 272, 339]
table-cell: 3,95 — [145, 349, 165, 359]
table-cell: 26 — [1297, 899, 1308, 909]
table-cell: 1920 — [348, 211, 368, 221]
table-row — [242, 310, 431, 320]
theatre-genre: ΤΡΑΓΩΔΙΑ ΕΙΣ ΠΡΑΞΕΙΣ ΤΡΕΙΣ — [1299, 1130, 1456, 1141]
table-cell: 1350 — [348, 271, 368, 281]
table-cell: Κεράνη — [243, 369, 272, 379]
table-cell — [388, 430, 431, 440]
table-cell: 164 — [158, 211, 174, 221]
athletics-column: Η ΑΘΛΗΤΙΚΗ ΚΙΝΗΣΙΣ ΟΙ ΣΗΜΕΡΙΝΟΙ ΑΓΩΝΕΣ ΑΓΩΝΕΣ ΠΟΔΟΣΦΑΙΡΟΥ, ΜΠΑΣΚΕΤ ΚΑΙ ΑΝΩΜΑΛΟΥ ΔΡΟΜΟΥ Πραγματοποιούνται σήμερον αί συναντήσεις του πρωταθλήματος ποδοσφαίρου της Α' Εθνικής κατηγορίας εις τα γήπεδα της Αθήνας, του Πειραιώς και της Θεσσαλονίκης. ΠΟΔΟΣΦΑΙΡΟΝ (πρωτάθλημα «Ελλάδος») Εθνικός Πειραιώς—Απόλλων Αθηνών (γήπ. Καραϊσκάκη 3 μ.μ.). ΑΕΚ — ΠΑΟΚ (γήπ. Ν. Φιλαδελφείας 3 μ.μ.). Παναθηναϊκός — Ηρακλής (γήπ. Λεωφ. Αλεξάνδρας 3 μ.μ.). Ολυμπιακός — Πανιωνίδης. Άρης — Προοδευτική. Ηρακλής — Δόξα Δράμας. (Κύπελλον Ελλάδος) Γήπ. Ν. Φαλήρου 10 π.μ. Άρης Πειραιώς — Ατρόμητος. Γήπ. Παγκρατίου Αναγέννησις — Θησεύς. ΑΘΛΗΤΙΣΜΟΣ Είς 35 πόλεις διεξάγονται σήμερον οί τοπικοί αγώνες ανωμάλου δρόμου. Οι νικηταί θα λάβουν μέρος εις τους πανελληνίους αγώνας. ΜΠΑΣΚΕΤ ΜΠΩΛ (πρωτάθλημα «Αθηνών-Πειραιώς») Πανελλήνιος—ΑΕΚ (γήπεδον Πανελληνίου). Ολυμπιακός—Πανιώνιος (γήπεδον Παλαιού Φαλήρου). Παναθηναϊκός—Ηρακλής. Άρης—Αθηναϊκός. Σύμφωνα με το πρόγραμμα. «ΠΡΟΠΟ» Ο Οργανισμός Προγνωστικών Αγώνων Ποδοσφαίρου ανακοινοί ότι τα δελτία γίνονται δεκτά μέχρι της 12ης μεσημβρινής του Σαββάτου. ΤΟ ΠΕΡΙΟΔΙΚΟΝ «ΤΑ ΣΠΟΡ» Με ενδιαφέρουσαν ύλην κυκλοφορεί το νέον τεύχος του περιοδικού «Τα Σπορ», το οποίον περιέχει άρθρα διά τον Ελληνικόν αθλητισμόν και φωτογραφίας εκ των αγώνων. ΟΙ ΑΠΟΖΗΜΙΩΣΕΙΣ ΤΟΥ ΠΡΟΣΩΠΙΚΟΥ ΤΩΝ ΤΡΑΠΕΖΙΚΩΝ ΥΠΑΛΛΗΛΩΝ Το υπουργείον Οικονομικών συνεκάλεσεν χθες σύσκεψιν διά την ρύθμισιν του ζητήματος των αποζημιώσεων του προσωπικού των Τραπεζών. Κατά την σύσκεψιν εξετάσθη το θέμα λεπτομερώς. ΔΙΑΜΑΡΤΥΡΙΑ ΠΡΟΣΦΥΓΩΝ ΤΗΣ ΠΕΡΙΟΧΗΣ ΠΟΛΥΓΩΝΟΥ Οί πρόσφυγες της περιοχής Πολυγώνου, συνελθόντες εις γενικήν συνέλευσιν, απεφάσισαν να διαμαρτυρηθούν διά την μη αποκατάστασίν των εις οριστικάς κατοικίας. ΤΑ ΤΟΥΡΙΣΤΙΚΑ ΕΡΓΑ ΕΙΣ ΤΑ ΠΕΘΑΝΑ Ο Ελληνικός Οργανισμός Τουρισμού ενέκρινε την εκτέλεσιν έργων εις την περιοχήν των Μεθάνων διά την αξιοποίησιν των ιαματικών πηγών. ΑΙ ΘΕΡΙΝΑΙ ΚΑΤΑΣΚΗΝΩΣΕΙΣ ΤΟΥ ΔΗΜΟΥ Ο Δήμαρχος κ. Γεώργιος Πλυτάς ανέθεσε εις ειδικήν επιτροπήν την οργάνωσιν των θερινών κατασκηνώσεων του Δήμου Αθηναίων. ΠΟΛΥΕΛΑΙΟΙ ΠΟΛΥΦΩΤΑ ΑΠΛΙΚ ΣΤΗΝ ΜΟΝΑΔΙΚΗΝ ΕΙΣ ΤΟ ΕΙΔΟΣ ΤΗΣ ΕΚΘΕΣΙΝ ΚΡΥΣΤΑΛΛΩΝ ΠΟΡΣΕΛΑΝΗΣ ΦΛΙΟΝΑΤΟΣ ΦΙΛΕΛΛΗΝΩΝ 23 (ΕΝΤΟΣ ΤΗΣ ΣΤΟΑΣ) — [439, 6, 616, 2312]
table-cell: Κρυστ. — [243, 399, 272, 409]
nile-cont: ΣΥΝΕΧΕΙΑ ΕΚ ΤΗΣ 1ης ΣΕΛΙΔΟΣ — [720, 697, 904, 709]
cars-title: ΤΑ ΔΕΛΤΙΑ ΚΑΙΡΟΦΡΑΣ ΚΥΚΛΟΦΟΡΙΑΣ ΑΥΤΟΚΙΝΗΤΩΝ — [1025, 762, 1167, 803]
table-row — [242, 842, 431, 852]
newspaper-page — [40, 6, 1564, 2312]
table-row — [242, 212, 431, 222]
table-row — [242, 792, 431, 802]
porcelain-body-line: ΚΡΥΣΤΑΛΛΩΝ — [467, 1255, 589, 1275]
right-column: «ΕΛΕΥΘΕΡΙΑ» Κυριακή 1 Φεβρουαρίου 1959 Σελίς 11 ΛΗΨΙΣ ΑΥΣΤΗΡΩΝ ΜΕΤΡΩΝ ΚΑΤΑ ΤΩΝ ΑΡΧΕΙΟΚΑΠΗΛΩΝ ΔΙΑΘΕΤΟΥΝ ΠΛΗΡΕΣ ΔΙΚΤΥΟΝ Πληροφορούμεθα ότι κατόπιν της συνεχούς δράσεως των αρχαιοκαπήλων, οι οποίοι διαθέτουν πλήρες δίκτυον, το υπουργείον Παιδείας απεφάσισε την λήψιν αυστηρών μέτρων. Αί αρχαιοκαπηλικαί δραστηριότητες έχουν λάβει μεγάλην έκτασιν τον τελευταίον καιρόν. Πλήθος αρχαίων αντικειμένων εξήχθη λαθραίως εις το εξωτερικόν. Η Αρχαιολογική Υπηρεσία θα ενισχυθή με νέους φύλακας. αναθέτουν την παρακολούθησιν των αρχαιολογικών χώρων εις ειδικά όργανα και εις την Χωροφυλακήν. Αί ποιναί διά τους αρχαιοκαπήλους θα αυξηθούν σημαντικώς, ώστε να αποθαρρυνθούν οι επίδοξοι παραβάται του νόμου. Επίσης εξετάζεται η αναθεώρησις της νομοθεσίας περί αρχαιοτήτων. ΑΠΕΦΑΣΙΣΘΗ Η ΛΗΨΙΣ ΜΕΤΡΩΝ ΔΙΑ ΤΗΝ ΗΘΙΚΗΝ ΕΞΥΓΙΑΝΣΙΝ ΤΩΝ ΕΦΕΔΡΩΝ ΑΞΙΩΜΑΤΙΚΩΝ Ο πρόεδρος της Κυβερνήσεως κ. Καραμανλής έλαβε χθες την απόφασιν διά την ηθικήν εξυγίανσιν των εφέδρων αξιωματικών. Διά του σχετικού διατάγματος ρυθμίζονται τα θέματα της πειθαρχίας. 1) Όπως αί άδειαι των εφέδρων αναθεωρηθούν. 2) Όπως εφαρμοσθούν αυστηρά κριτήρια. 3) Όπως αί σχολαί εφέδρων λειτουργούν κανονικώς. Λαμβάνεται μέριμνα ώστε οι έφεδροι αξιωματικοί να είναι άξιοι της εμπιστοσύνης του Έθνους. 10) Όπως καταργηθούν αί ανωμαλίαι. 11) Όπως καθιερωθή μία τάξις. 12) Όπως καθορισθούν τα καθήκοντα. Η απόφασις ετέθη εις ισχύν από της δημοσιεύσεώς της. ΑΠΟΚΑΤΕΣΤΑΘΗΣΑΝ ΑΙ ΖΗΜΙΑΙ ΤΗΛΕΠΙΚΟΙΝΩΝΙΩΝ ΕΚ ΤΗΣ ΚΑΚΟΚΑΙΡΙΑΣ Ο Οργανισμός Τηλεπικοινωνιών ανακοινοί ότι αποκατεστάθησαν αί ζημίαι αί προκληθείσαι εκ της κακοκαιρίας εις τας τηλεφωνικάς γραμμάς. ΣΥΣΤΑΣΙΣ ΨΕΥΔΕΣ ΒΕΒΑΙΩΣΕΙΣ ΠΡΟΣ ΕΚΛΟΓΙΚΗΝ ΧΡΗΣΙΝ Το υπουργείον Εσωτερικών συνιστά εις τας δημοτικάς αρχάς να μη χορηγούν ψευδείς βεβαιώσεις. ΠΤΥΧΙΑ ΕΙΣ ΑΠΟΦΟΙΤΟΥΣ ΤΗΣ ΣΧΟΛΗΣ ΠΡΟΤΥΠΩΝ Σήμερον θα γίνη η απονομή των πτυχίων εις τους αποφοίτους της Σχολής Προτύπων. Μάθετε Αγγλικά στό «ΕΠΙΜΟΡΦΩΤΙΚΟ» Φεβρουάριος 1959. Εγγραφαί διά τα νέα τμήματα αρχαρίων και προχωρημένων. Γιάν Σρφέτ 16 25.070 Αναβάθμιο 16 612.675 Τήναν 6 33.382 Αρχάτου 8 613.224 Σπαρμάθα 26 525.073 ΚΥΠΡΙΟΙ ΕΙΣ ΤΟ ΣΥΝΕΔΡΙΟΝ ΑΦΡΙΚΑΝΟΑΣΙΑΤΙΚΩΝ ΚΡΑΤΩΝ ΕΙΣ ΤΗΝ ΑΙΓΥΠΤΟΝ Ο Εθνάρχης Μακάριος και ο Δ. Ν. Κυπριανού θα συμμετάσχουν εις το συνέδριον των Αφρικανοασιατικών κρατών. ΑΝΑΣΤΕΛΛΕΤΑΙ Η ΑΠΕΡΓΙΑ ΕΙΣ ΤΑΣ ΤΕΧΝΙΚΑΣ ΣΧΟΛΑΣ Αναστέλλεται η απεργία των σπουδαστών των τεχνικών σχολών κατόπιν της υποσχέσεως του υπουργείου. ΑΛΦΑΒΗΤΙΣΜΟΣ ΔΙΑ ΝΥΚΤΕΡΙΝΑ ΣΧΟΛΕΙΑ Ο Διευθυντής της Παιδείας ανεκοίνωσεν την λειτουργίαν νυκτερινών σχολείων διά τον αλφαβητισμόν των ενηλίκων. ΗΘΙΚΑΙ ΑΜΟΙΒΑΙ Δι' αποφάσεως του υπουργού της Παιδείας απενεμήθησαν ηθικαί αμοιβαί εις τους διακριθέντας διδασκάλους. ΟΡΓΑΝΙΣΜΟΣ ΕΘΝΙΚΟΥ ΘΕΑΤΡΟΥ ΒΑΣΙΛΙΚΟΝ ΘΕΑΤΡΟΝ ΑΘΗΝΩΝ ΤΗΝ ΠΕΜΠΤΗΝ 5ΗΝ ΦΕΒΡΟΥΑΡΙΟΥ: Ν. ΚΑΖΑΝΤΖΑΚΗ ΙΟΥΛΙΑΝΟΣ Ο ΠΑΡΑΒΑΤΗΣ ΤΡΑΓΩΔΙΑ ΕΙΣ ΠΡΑΞΕΙΣ ΤΡΕΙΣ Σκηνοθεσία: ΚΟΣΤΗ ΜΙΧΑΗΛΙΔΗ Σκηνογραφία: ΚΛ. ΚΛΩΝΗ Ενδυμασίαι: ΑΝΤ. ΦΩΚΑ Λαμβάνουν μέρος: ΣΤ. ΒΟΚΟΒΙΤΣ — ΝΕΛΛΗ ΑΓΓΕΛΙΔΟΥ — ΝΙΚΟΣ ΠΑΡΑΣΚΕΥΑΣ — ΡΙΤΑ ΜΥΡΑΤ — ΑΛΚ. ΚΑΚΛΙΑΚΟΣ — ΓΡ. ΒΑΦΙΑΣ — Θ. ΚΑΝΑΚΗΣ — Β. ΠΑΠΑΝΙΚΟΛΑΟΥ — Ι. ΜΑΥΡΟΥΛΗΣ — ΑΥ. ΝΤΟΝΑΤΟΣ — Δ. ΜΑΥΡΙΚΙΟΣ — Η. ΛΙΑΣ — ΣΠ. ΜΟΥΣΟΥΡΑΣ — Ν. ΚΟΥΝΑΣ — Ι. ΠΑΠΑΖΗΣ — Α. ΒΕΑΚΗΣ — Θ. ΑΝΤΩΝΟΠΟΥΛΟΣ — Ι. ΜΑΥΡΟΠΟΥΛΟΣ — Ν. ΖΩΡΑΚΑΣ — Α. ΧΙΟΤΗΣ — Χ. ΜΑΝΔΡΟΠΟΥΛΟΣ — Ν. ΓΕΩΡΓΙΟΥ — Α. ΜΑΥΡΑΚΗΣ — Β. ΑΝΔΡΟΝΙΔΗΣ — Δ. ΧΑΡΡΗΣ Καθημεριναί παραστάσεις (πλήν Δευτέρας) 8.30 μ.μ. ακριβώς. Απογευματιναί Τετάρτη, Σάββατον και Κυριακή 5.30 μ.μ. ακριβώς. ΣΗΜ.—Η παράστασις της Πεμπτης θα είναι συνεχώς και εις πάντα τα ακόλουθα βράδυα. ΤΙΜΑΙ ΕΙΣΙΤΗΡΙΩΝ ΤΑΚΤΙΚΑΙ: 20 — 13 — 7 ΔΡΧ. ΛΑΪΚΑΙ: 13 — 8 — 5 ΔΡΧ. — [1193, 6, 1562, 2312]
table-row — [242, 320, 431, 330]
table-cell: 680 — [344, 369, 360, 379]
table-cell — [360, 430, 387, 440]
table-cell — [201, 212, 236, 222]
table-cell — [200, 350, 236, 360]
table-cell: Αρχάτου — [1194, 889, 1228, 899]
periodical-title: ΤΟ ΠΕΡΙΟΔΙΚΟΝ «ΤΑ ΣΠΟΡ» — [442, 656, 613, 670]
table-cell: 0,601 — [363, 812, 388, 822]
table-cell — [396, 242, 431, 252]
table-cell — [396, 262, 431, 272]
table-cell — [201, 252, 236, 262]
table-row — [1193, 890, 1375, 900]
transport-title: ΤΑ «ΦΡΤΟΕΚΦΟΡΤΩΤΙΚΑ» — [258, 991, 415, 1005]
table-row — [242, 400, 431, 410]
strike-title: ΑΝΑΣΤΕΛΛΕΤΑΙ Η ΑΠΕΡΓΙΑ ΕΙΣ ΤΑΣ ΤΕΧΝΙΚΑΣ ΣΧΟΛΑΣ — [1389, 631, 1554, 659]
table-row — [242, 440, 431, 450]
stock-exchange-subtitle: ΧΡΗΜΑΤΙΣΤΗΡΙΟΝ ΑΘΗΝΩΝ — [140, 162, 339, 176]
table-cell: 30,10 — [405, 725, 430, 735]
table-row — [242, 822, 431, 832]
table-cell: 33.382 — [1345, 879, 1374, 889]
table-row — [242, 460, 431, 470]
table-cell — [174, 212, 201, 222]
table-cell: 5,727 — [363, 842, 388, 852]
table-cell: +1,74 — [210, 369, 235, 379]
table-cell: 132 — [158, 221, 174, 231]
table-cell: 16 — [1297, 869, 1308, 879]
industry-header: ΒΙΟΜΗΧΑΝΙΑΙ — [242, 285, 431, 297]
table-row — [48, 262, 236, 272]
zygos-kicker: ΕΚΥΚΛΟΦΟΡΗΣΕ — [64, 1237, 230, 1259]
table-cell — [368, 212, 396, 222]
table-cell: 1957 μετ.ρέμα 5 — [49, 261, 122, 271]
nasser-title: Ο ΠΟΛΙΤΙΚΟΣ ΤΟΥ ΝΑΣΕΡ — [830, 797, 985, 811]
table-cell — [388, 330, 431, 340]
industry-table — [242, 300, 431, 470]
table-cell — [388, 400, 431, 410]
banks-comp-title: ΟΙ ΑΠΟΖΗΜΙΩΣΕΙΣ ΤΟΥ ΠΡΟΣΩΠΙΚΟΥ ΤΩΝ ΤΡΑΠΕΖΙΚΩΝ ΥΠΑΛΛΗΛΩΝ — [446, 732, 609, 773]
table-cell: 3,90 — [145, 339, 165, 349]
ethics-title: ΗΘΙΚΑΙ ΑΜΟΙΒΑΙ — [1420, 788, 1522, 802]
opera-friday: Παρασκευή 6 Φεβρουαρίου — [750, 1095, 874, 1106]
table-row — [48, 212, 236, 222]
table-cell: 25 — [349, 349, 360, 359]
table-cell: Άσλας — [243, 299, 268, 309]
opera-theatre: ΘΕΑΤΡΟΝ «ΟΛΥΜΠΙΑ» — [638, 1047, 986, 1081]
table-cell: 4,313 — [363, 852, 388, 862]
closing-line: ΚΛΕΙΣΙΜΟΝ ΤΟΥ ΣΑΒΒΑΤΟΥ 31ης ΙΑΝΟΥΑΡΙΟΥ 1959 — [101, 178, 378, 190]
table-cell: Κεραμεικός — [243, 389, 292, 399]
table-cell: 1010 — [348, 221, 368, 231]
table-cell: 180 — [352, 231, 368, 241]
table-cell: 84,20 — [405, 745, 430, 755]
table-cell: 217 — [158, 251, 174, 261]
nile-title: ΑΠΟ ΤΟΝ ΝΕΙΛΟΝ ΕΩΣ ΤΟΝ ΕΥΦΡΑΤΗΝ — [660, 646, 964, 693]
table-cell — [166, 380, 201, 390]
theatre-org: ΟΡΓΑΝΙΣΜΟΣ ΕΘΝΙΚΟΥ ΘΕΑΤΡΟΥ — [1255, 925, 1500, 968]
volume-total: Συνολικός όγκος συναλλαγών δρχ. 8.743.000 (1.101.000 ΕΠΛ) — [79, 472, 400, 483]
table-cell — [388, 420, 431, 430]
table-cell: 0,35 — [145, 379, 165, 389]
table-cell — [368, 252, 396, 262]
opera-title: ΕΘΝΙΚΗ ΛΥΡΙΚΗ ΣΚΗΝΗ — [681, 969, 943, 1037]
table-cell: 1150 — [182, 261, 201, 271]
